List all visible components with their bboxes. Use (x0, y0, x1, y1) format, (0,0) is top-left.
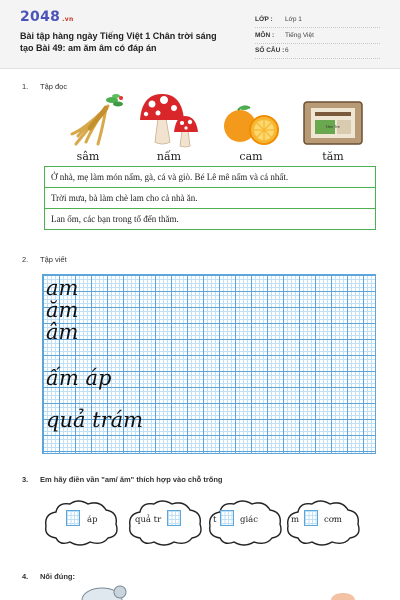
handwriting-line: ăm (46, 298, 79, 322)
meta-subject-label: MÔN : (255, 32, 275, 39)
cloud-text-before: m (291, 515, 300, 525)
reading-text-box (44, 166, 376, 230)
cloud-shape (42, 496, 120, 548)
meta-question-count (255, 44, 380, 59)
word-cam: cam (239, 150, 263, 163)
toothpick-package-image (303, 100, 363, 146)
blank-box[interactable] (304, 510, 318, 526)
handwriting-line: âm (46, 320, 79, 344)
cloud-text-before: t (213, 515, 217, 525)
cloud-text-after: giác (240, 515, 258, 525)
meta-count-value: 6 (285, 47, 289, 54)
document-title: Bài tập hàng ngày Tiếng Việt 1 Chân trời sáng tạo Bài 49: am ăm âm có đáp án (20, 31, 217, 53)
document-header (0, 0, 400, 69)
section-number: 4. (22, 572, 29, 581)
handwriting-line: quả trám (46, 408, 144, 432)
section-2-heading (22, 255, 67, 264)
section-3-heading (22, 475, 222, 484)
meta-count-label: SỐ CÂU : (255, 47, 285, 54)
logo-suffix: .vn (62, 16, 74, 23)
meta-grade (255, 13, 380, 28)
reading-line: Ở nhà, mẹ làm món nấm, gà, cá và giò. Bé Lê mê nấm và cá nhất. (45, 167, 375, 188)
cloud-text-after: cơm (324, 515, 342, 525)
reading-line: Lan ốm, các bạn trong tổ đến thăm. (51, 214, 179, 224)
orange-image (222, 104, 280, 146)
ginseng-image (68, 92, 128, 148)
handwriting-line: am (46, 276, 79, 300)
section-number: 2. (22, 255, 29, 264)
word-sam: sâm (76, 150, 100, 163)
section-number: 3. (22, 475, 29, 484)
meta-grade-value: Lớp 1 (285, 16, 302, 23)
section-title: Nối đúng: (40, 572, 75, 581)
site-logo[interactable] (20, 9, 74, 25)
meta-subject (255, 29, 380, 44)
blank-box[interactable] (220, 510, 234, 526)
matching-picture-partial (80, 584, 140, 600)
meta-grade-label: LỚP : (255, 16, 273, 23)
logo-text: 2048 (20, 9, 61, 25)
cloud-text-after: áp (87, 515, 98, 525)
reading-line: Trời mưa, bà làm chè lam cho cả nhà ăn. (45, 188, 375, 209)
section-title: Tập đọc (40, 82, 68, 91)
handwriting-line: ấm áp (46, 366, 112, 390)
meta-subject-value: Tiếng Việt (285, 32, 314, 39)
section-title: Em hãy điền vần "am/ ăm" thích hợp vào chỗ trống (40, 475, 223, 484)
cloud-text-before: quả tr (135, 515, 162, 525)
section-number: 1. (22, 82, 29, 91)
blank-box[interactable] (167, 510, 181, 526)
word-nam: nấm (156, 150, 182, 163)
section-4-heading (22, 572, 75, 581)
matching-picture-partial (330, 590, 356, 600)
mushroom-image (138, 90, 200, 148)
blank-box[interactable] (66, 510, 80, 526)
package-label: Tăm Tre (325, 124, 340, 129)
section-title: Tập viết (40, 255, 67, 264)
word-tam: tăm (322, 150, 344, 163)
section-1-heading (22, 82, 67, 91)
